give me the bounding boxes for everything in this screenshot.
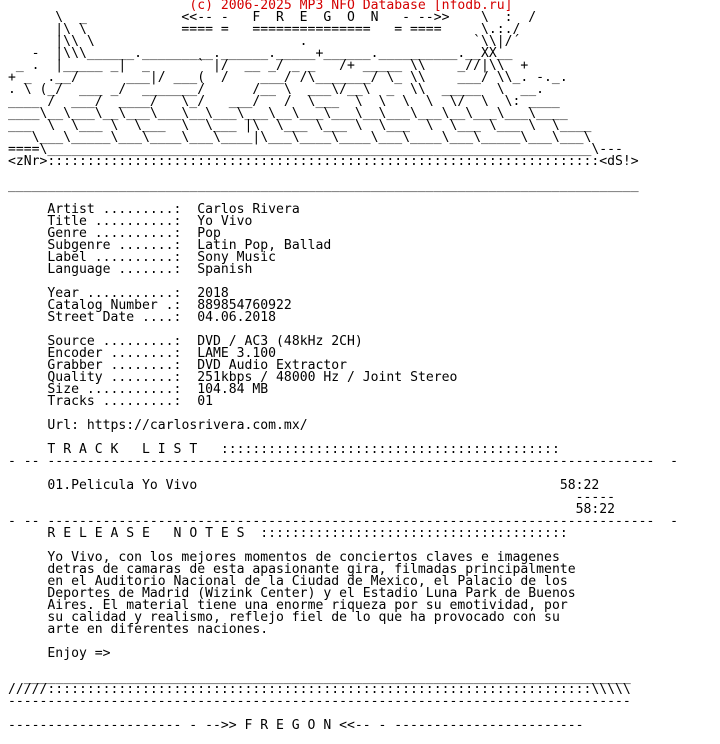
- info-value: Latin Pop, Ballad: [197, 238, 332, 253]
- logo-art-line: . \ (_/ ___ _/ _______/ /__ \ ___\/__\ _ \\ _____ \ __.: [8, 82, 545, 97]
- logo-art-line: _ . |_____ _| _ ` |/ __ _/ _ _ /+ _____ \\ _//|\\ +: [8, 58, 529, 73]
- logo-art-line: |\\ \ . `\\|/´: [8, 34, 521, 49]
- release-notes-text: en el Auditorio Nacional de la Ciudad de Mexico, el Palacio de los: [47, 574, 568, 589]
- logo-art-line: + _ .__/ ___|/ ___( / ___/ /\_______/ \_ \\ ___/ \\_. -._.: [8, 70, 568, 85]
- info-label: Genre ..........:: [47, 226, 182, 241]
- info-label: Title ..........:: [47, 214, 182, 229]
- track-title: 01.Pelicula Yo Vivo: [47, 478, 198, 493]
- info-label: Street Date ....:: [47, 310, 182, 325]
- logo-art-line: \ _ <<-- - F R E G O N - -->> \ : /: [8, 10, 537, 25]
- enjoy-line: [8, 648, 678, 660]
- logo-art-line: - |\\\______._________.______._____+______.__________.__XX__: [8, 46, 513, 61]
- dash-rule: - -- ----------------------------------------------------------------------------- -: [8, 514, 679, 529]
- release-notes-text: Yo Vivo, con los mejores momentos de conciertos claves e imagenes: [47, 550, 560, 565]
- nfo-document: [8, 0, 678, 732]
- info-row-tracks: [8, 396, 678, 408]
- separator-rule: ________________________________________________________________________________: [8, 178, 639, 193]
- release-notes-text: arte en diferentes naciones.: [47, 622, 269, 637]
- footer-mid-rule: -------------------------------------------------------------------------------: [8, 694, 631, 709]
- info-label: Year ...........:: [47, 286, 182, 301]
- release-notes-text: su calidad y realismo, reflejo fiel de lo que ha provocado con su: [47, 610, 560, 625]
- info-value: 2018: [197, 286, 229, 301]
- info-label: Source .........:: [47, 334, 182, 349]
- release-url-link[interactable]: https://carlosrivera.com.mx/: [86, 418, 308, 433]
- fregon-ascii-logo: [8, 12, 678, 168]
- copyright-text: (c) 2006-2025 MP3 NFO Database [nfodb.ru]: [189, 0, 513, 13]
- info-value: Sony Music: [197, 250, 277, 265]
- release-notes-body: [8, 552, 678, 636]
- footer-top-rule-text: _____________________________________________________________________________: [23, 670, 631, 685]
- info-value: 104.84 MB: [197, 382, 269, 397]
- release-notes-text: Aires. El material tiene una enorme riqueza por su emotividad, por: [47, 598, 568, 613]
- logo-art-line: <zNr>::::::::::::::::::::::::::::::::::::::::::::::::::::::::::::::::::::::<dS!>: [8, 154, 639, 169]
- release-notes-heading-text: R E L E A S E N O T E S :::::::::::::::::::::::::::::::::::::::: [47, 526, 568, 541]
- footer-signature: ---------------------- - -->> F R E G O N <<-- - ------------------------: [8, 718, 584, 733]
- release-notes-text: detras de camaras de esta apasionante gira, filmadas principalmente: [47, 562, 576, 577]
- logo-art-line: |\ \ ==== = =============== = ==== \.:./: [8, 22, 521, 37]
- track-time: 58:22: [559, 478, 600, 493]
- info-label: Tracks .........:: [47, 394, 182, 409]
- url-label: Url:: [47, 418, 79, 433]
- info-value: DVD Audio Extractor: [197, 358, 347, 373]
- info-label: Subgenre .......:: [47, 238, 182, 253]
- logo-art-line: ____ / ___/ ____/ \_/ ___/ / \___ \ \ \ \ \/ \ \: ____: [8, 94, 560, 109]
- info-value: 889854760922: [197, 298, 292, 313]
- info-row-language: [8, 264, 678, 276]
- logo-art-line: \___\_____\___\____\___\____|\___\____\____\___\____\___\_____\___\___\: [8, 130, 592, 145]
- info-value: DVD / AC3 (48kHz 2CH): [197, 334, 363, 349]
- info-value: Pop: [197, 226, 221, 241]
- info-label: Catalog Number .:: [47, 298, 182, 313]
- info-label: Language .......:: [47, 262, 182, 277]
- info-value: Carlos Rivera: [197, 202, 300, 217]
- info-value: 01: [197, 394, 213, 409]
- info-label: Label ..........:: [47, 250, 182, 265]
- info-value: LAME 3.100: [197, 346, 277, 361]
- release-notes-text: Deportes de Madrid (Wizink Center) y el Estadio Luna Park de Buenos: [47, 586, 576, 601]
- url-row: [8, 420, 678, 432]
- tracklist-heading-text: T R A C K L I S T :::::::::::::::::::::::::::::::::::::::::::: [47, 442, 560, 457]
- release-notes-heading: [8, 528, 678, 540]
- footer-pattern: /////:::::::::::::::::::::::::::::::::::::::::::::::::::::::::::::::::::::\\\\\: [8, 682, 631, 697]
- info-label: Encoder ........:: [47, 346, 182, 361]
- info-label: Grabber ........:: [47, 358, 182, 373]
- logo-art-line: ____\__\___\__\___\___\__\___\___\__\___\___\__\___\___\__\___\___\____: [8, 106, 568, 121]
- info-value: Yo Vivo: [197, 214, 253, 229]
- info-row-street-date: [8, 312, 678, 324]
- dash-rule: - -- ----------------------------------------------------------------------------- -: [8, 454, 679, 469]
- logo-art-line: ====\_____________________________________________________________________\---: [8, 142, 623, 157]
- info-label: Quality ........:: [47, 370, 182, 385]
- release-info-block: [8, 204, 678, 432]
- total-time: 58:22: [575, 502, 616, 517]
- logo-art-line: ___ \ \___ \ \___ \ \___ |\ \___ \___ \ \___ \ \___ \___ \ \____: [8, 118, 592, 133]
- info-label: Size ...........:: [47, 382, 182, 397]
- enjoy-text: Enjoy =>: [47, 646, 111, 661]
- info-value: Spanish: [197, 262, 253, 277]
- release-notes-line: [8, 624, 678, 636]
- total-rule: -----: [575, 490, 616, 505]
- info-value: 04.06.2018: [197, 310, 277, 325]
- info-label: Artist .........:: [47, 202, 182, 217]
- info-value: 251kbps / 48000 Hz / Joint Stereo: [197, 370, 458, 385]
